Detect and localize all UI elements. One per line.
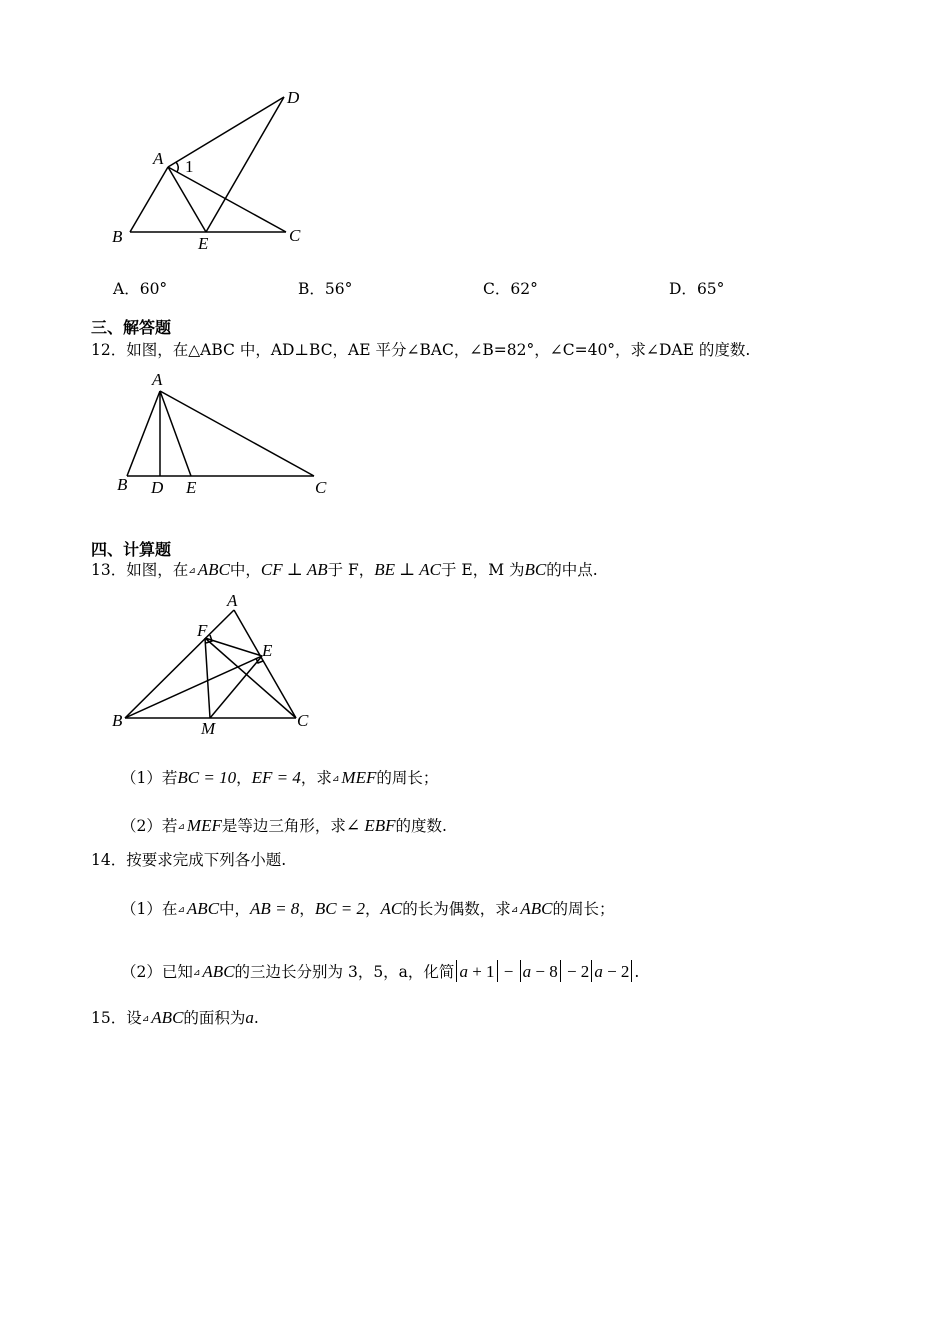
abs-bar bbox=[591, 960, 592, 982]
segment-bc: BC bbox=[524, 560, 547, 579]
label-e: E bbox=[262, 641, 273, 660]
abs-bar bbox=[631, 960, 632, 982]
abs-bar bbox=[456, 960, 457, 982]
abs-bar bbox=[497, 960, 498, 982]
triangle-icon: ⊿ bbox=[177, 821, 185, 831]
question-14-part-2: （2）已知⊿ ABC的三边长分别为 3，5，a，化简 a + 1 − a − 8 − 2 a − 2 . bbox=[121, 962, 640, 981]
triangle-abc-2: ⊿ ABC bbox=[510, 899, 553, 918]
triangle-abc: ⊿ ABC bbox=[188, 560, 230, 579]
label-e: E bbox=[198, 234, 209, 253]
abs-bar bbox=[520, 960, 521, 982]
question-text: 如图，在△ABC 中，AD⊥BC，AE 平分∠BAC，∠B=82°，∠C=40°，求∠DAE 的度数. bbox=[126, 341, 751, 359]
label-d: D bbox=[287, 88, 300, 107]
option-b: B．56° bbox=[298, 280, 353, 298]
triangle-icon: ⊿ bbox=[177, 904, 185, 914]
bc-equation: BC = 10 bbox=[177, 768, 237, 787]
label-a: A bbox=[152, 370, 163, 389]
question-15: 15．设⊿ ABC的面积为a. bbox=[91, 1008, 259, 1027]
triangle-icon: ⊿ bbox=[331, 773, 340, 783]
section-3-heading: 三、解答题 bbox=[91, 318, 172, 337]
cf-perp-ab: CF ⊥ AB bbox=[260, 560, 328, 579]
question-text: 按要求完成下列各小题. bbox=[126, 851, 287, 869]
segment-fe bbox=[205, 638, 262, 656]
label-a: A bbox=[153, 149, 164, 168]
label-c: C bbox=[289, 226, 301, 245]
question-number: 14． bbox=[91, 851, 127, 869]
triangle-abc: ⊿ ABC bbox=[192, 962, 235, 981]
ef-equation: EF = 4 bbox=[251, 768, 301, 787]
option-a: A．60° bbox=[113, 280, 168, 298]
question-number: 12． bbox=[91, 341, 127, 359]
variable-a: a bbox=[245, 1008, 254, 1027]
label-b: B bbox=[112, 227, 123, 246]
triangle-icon: ⊿ bbox=[192, 967, 201, 977]
bc-equation: BC = 2 bbox=[314, 899, 366, 918]
section-4-heading: 四、计算题 bbox=[91, 540, 172, 559]
question-14-part-1: （1）在⊿ ABC中，AB = 8，BC = 2，AC的长为偶数，求⊿ ABC的周长； bbox=[121, 899, 615, 918]
ab-equation: AB = 8 bbox=[250, 899, 300, 918]
absolute-value-expression: a + 1 − a − 8 − 2 a − 2 bbox=[454, 963, 634, 981]
label-d: D bbox=[151, 478, 164, 497]
triangle-icon: ⊿ bbox=[141, 1013, 150, 1023]
segment-ab bbox=[125, 610, 234, 718]
label-f: F bbox=[197, 621, 208, 640]
label-m: M bbox=[201, 719, 216, 738]
option-d: D．65° bbox=[669, 280, 725, 298]
label-angle-1: 1 bbox=[185, 157, 194, 176]
abs-bar bbox=[560, 960, 561, 982]
triangle-icon: ⊿ bbox=[188, 565, 196, 575]
label-c: C bbox=[297, 711, 309, 730]
angle-ebf: ∠ EBF bbox=[345, 816, 396, 835]
segment-be bbox=[125, 656, 262, 718]
question-14 bbox=[91, 850, 286, 870]
label-b: B bbox=[112, 711, 123, 730]
triangle-abc: ⊿ ABC bbox=[141, 1008, 184, 1027]
option-c: C．62° bbox=[483, 280, 538, 298]
be-perp-ac: BE ⊥ AC bbox=[374, 560, 441, 579]
question-13-part-1: （1）若BC = 10，EF = 4，求⊿ MEF的周长； bbox=[121, 768, 439, 787]
segment-mf bbox=[205, 638, 210, 718]
triangle-icon: ⊿ bbox=[510, 904, 519, 914]
segment-cf bbox=[205, 638, 296, 718]
triangle-mef: ⊿ MEF bbox=[331, 768, 377, 787]
question-number: 15． bbox=[91, 1009, 127, 1027]
label-c: C bbox=[315, 478, 327, 497]
question-13-part-2: （2）若⊿ MEF是等边三角形，求∠ EBF的度数. bbox=[121, 816, 447, 835]
triangle-abc: ⊿ ABC bbox=[177, 899, 220, 918]
question-number: 13． bbox=[91, 561, 127, 579]
label-b: B bbox=[117, 475, 128, 494]
label-e: E bbox=[186, 478, 197, 497]
question-13: 13．如图，在⊿ ABC中，CF ⊥ AB于 F，BE ⊥ AC于 E，M 为BC的中点. bbox=[91, 560, 598, 579]
triangle-mef: ⊿ MEF bbox=[177, 816, 222, 835]
label-a: A bbox=[227, 591, 238, 610]
segment-ac: AC bbox=[380, 899, 403, 918]
